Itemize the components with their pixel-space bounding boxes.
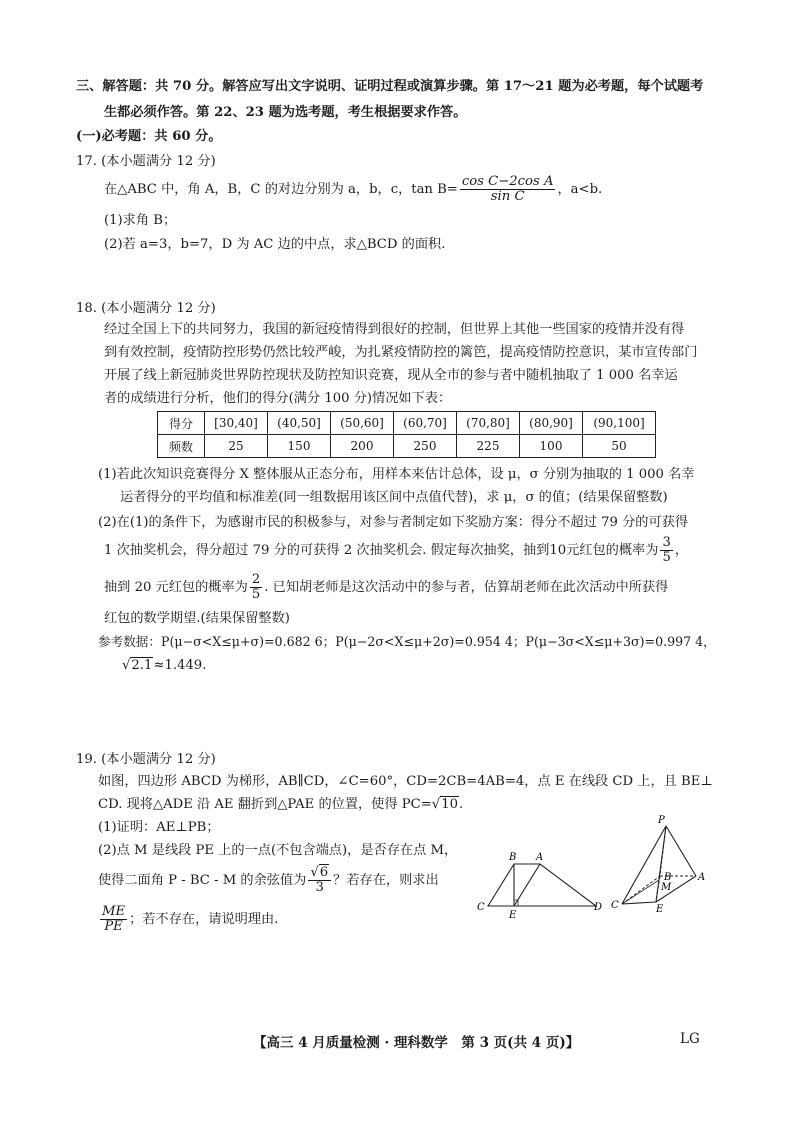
edge-ce xyxy=(622,902,656,904)
label-c: C xyxy=(477,902,485,913)
label-p: P xyxy=(658,815,665,826)
q17-heading: 17. (本小题满分 12 分) xyxy=(76,154,216,169)
q19-text-line2-a: CD. 现将△ADE 沿 AE 翻折到△PAE 的位置，使得 PC= xyxy=(98,797,432,812)
q18-part2-line4: 红包的数学期望.(结果保留整数) xyxy=(104,611,290,626)
table-cell-count: 225 xyxy=(457,435,520,458)
q18-reference-data: 参考数据：P(μ−σ<X≤μ+σ)=0.682 6；P(μ−2σ<X≤μ+2σ)=0.954 4；P(μ−3σ<X≤μ+3σ)=0.997 4， xyxy=(98,634,716,649)
edge-pb xyxy=(660,826,666,876)
q17-frac-numerator: cos C−2cos A xyxy=(461,174,554,189)
table-cell-count: 50 xyxy=(583,435,656,458)
table-cell-label: 得分 xyxy=(158,412,205,435)
part-one-heading: (一)必考题：共 60 分。 xyxy=(76,129,222,144)
q19-part2-line3-end: ；若不存在，请说明理由. xyxy=(129,912,279,927)
q18-text-line2: 到有效控制，疫情防控形势仍然比较严峻，为扎紧疫情防控的篱笆，提高疫情防控意识，某市宣传部门 xyxy=(104,345,698,360)
q17-stem-end: ，a<b. xyxy=(557,182,603,197)
q17-stem-text: 在△ABC 中，角 A，B，C 的对边分别为 a，b，c，tan B= xyxy=(104,182,458,197)
table-cell-count: 150 xyxy=(268,435,331,458)
q17-frac-denominator: sin C xyxy=(490,189,525,204)
table-cell-count: 200 xyxy=(331,435,394,458)
table-cell-interval: (40,50] xyxy=(268,412,331,435)
label-e: E xyxy=(656,904,664,915)
q19-pc-radicand: 10 xyxy=(441,797,458,812)
q18-sqrt-approx: ≈1.449. xyxy=(153,658,207,673)
q18-text-line1: 经过全国上下的共同努力，我国的新冠疫情得到很好的控制，但世界上其他一些国家的疫情并没有得 xyxy=(104,322,685,337)
label-b: B xyxy=(664,872,672,883)
q18-heading: 18. (本小题满分 12 分) xyxy=(76,301,216,316)
q19-text-line2: CD. 现将△ADE 沿 AE 翻折到△PAE 的位置，使得 PC=√10. xyxy=(98,797,464,812)
q19-ratio-den: PE xyxy=(104,919,123,934)
table-cell-interval: [30,40] xyxy=(205,412,268,435)
label-m: M xyxy=(661,882,672,893)
q17-tanb-fraction xyxy=(460,175,556,204)
q19-part2-line1: (2)点 M 是线段 PE 上的一点(不包含端点)，是否存在点 M， xyxy=(98,843,458,858)
q18-part1-line1: (1)若此次知识竞赛得分 X 整体服从正态分布，用样本来估计总体，设 μ，σ 分别为抽取的 1 000 名幸 xyxy=(98,467,695,482)
q19-part2-line2-end: ？若存在，则求出 xyxy=(333,873,439,888)
edge-cb xyxy=(622,876,660,904)
q17-part1: (1)求角 B； xyxy=(104,213,177,228)
q18-part2-line3-text: 抽到 20 元红包的概率为 xyxy=(104,580,248,595)
table-cell-interval: (50,60] xyxy=(331,412,394,435)
trapezoid-figure xyxy=(474,848,604,920)
q18-part2-line1: (2)在(1)的条件下，为感谢市民的积极参与，对参与者制定如下奖励方案：得分不超过 79 分的可获得 xyxy=(98,515,689,530)
q19-cosine-num: √6 xyxy=(308,866,331,881)
q18-prob-20yuan-den: 5 xyxy=(251,587,261,602)
q19-part1: (1)证明：AE⊥PB； xyxy=(98,820,220,835)
q17-part2: (2)若 a=3，b=7，D 为 AC 边的中点，求△BCD 的面积. xyxy=(104,237,446,252)
label-c: C xyxy=(611,900,619,911)
q19-part2-line2 xyxy=(98,863,439,899)
q19-text-line1: 如图，四边形 ABCD 为梯形，AB∥CD，∠C=60°，CD=2CB=4AB=4，点 E 在线段 CD 上，且 BE⊥ xyxy=(98,774,713,789)
edge-pa xyxy=(666,826,696,876)
q18-prob-10yuan xyxy=(660,536,672,565)
q18-prob-10yuan-den: 5 xyxy=(662,550,671,565)
pyramid-figure xyxy=(608,812,708,916)
q19-cosine-den: 3 xyxy=(315,880,324,895)
q19-cosine-fraction xyxy=(308,866,331,895)
table-row-scores xyxy=(158,412,656,435)
trapezoid-outline xyxy=(488,864,596,906)
q19-ratio-fraction xyxy=(100,905,127,934)
q18-part2-line2-text: 1 次抽奖机会，得分超过 79 分的可获得 2 次抽奖机会. 假定每次抽奖，抽到10元红包的概率为 xyxy=(104,543,659,558)
q19-cosine-radicand: 6 xyxy=(319,865,329,880)
q19-text-line2-b: . xyxy=(458,797,464,812)
q18-part2-line2 xyxy=(104,533,688,569)
q18-prob-20yuan xyxy=(250,573,262,602)
q18-prob-20yuan-num: 2 xyxy=(251,572,261,587)
segment-cm xyxy=(622,880,659,904)
q18-reference-sqrt: √2.1≈1.449. xyxy=(122,658,207,673)
q18-part1-line2: 运者得分的平均值和标准差(同一组数据用该区间中点值代替)，求 μ，σ 的值；(结果保留整数) xyxy=(120,490,668,505)
table-cell-interval: (90,100] xyxy=(583,412,656,435)
table-cell-count: 250 xyxy=(394,435,457,458)
table-cell-interval: (60,70] xyxy=(394,412,457,435)
q17-stem xyxy=(104,172,602,208)
label-d: D xyxy=(594,902,603,913)
label-b: B xyxy=(509,852,517,863)
table-cell-count: 25 xyxy=(205,435,268,458)
q19-heading: 19. (本小题满分 12 分) xyxy=(76,752,216,767)
section-title-line1: 三、解答题：共 70 分。解答应写出文字说明、证明过程或演算步骤。第 17～21 题为必考题，每个试题考 xyxy=(76,79,704,94)
section-title-line2: 生都必须作答。第 22、23 题为选考题，考生根据要求作答。 xyxy=(104,105,467,120)
edge-pc xyxy=(622,826,666,904)
q18-text-line3: 开展了线上新冠肺炎世界防控现状及防控知识竞赛，现从全市的参与者中随机抽取了 1 000 名幸运 xyxy=(104,368,678,383)
q18-sqrt-radicand: 2.1 xyxy=(131,658,153,673)
table-cell-interval: (70,80] xyxy=(457,412,520,435)
label-a: A xyxy=(698,872,706,883)
table-row-counts xyxy=(158,435,656,458)
q18-part2-line2-end: ， xyxy=(674,543,689,558)
q19-part2-line2-text: 使得二面角 P - BC - M 的余弦值为 xyxy=(98,873,307,888)
table-cell-count: 100 xyxy=(520,435,583,458)
q18-part2-line3-end: . 已知胡老师是这次活动中的参与者，估算胡老师在此次活动中所获得 xyxy=(264,580,669,595)
q19-part2-line3 xyxy=(98,902,278,938)
q18-text-line4: 者的成绩进行分析，他们的得分(满分 100 分)情况如下表： xyxy=(104,391,452,406)
q18-prob-10yuan-num: 3 xyxy=(662,535,671,550)
q18-part2-line3 xyxy=(104,570,668,606)
table-cell-interval: (80,90] xyxy=(520,412,583,435)
label-e: E xyxy=(509,910,517,920)
score-frequency-table xyxy=(157,411,656,458)
q19-ratio-num: ME xyxy=(102,904,126,919)
page-footer: 【高三 4 月质量检测 · 理科数学 第 3 页(共 4 页)】 xyxy=(253,1035,580,1051)
corner-mark: LG xyxy=(680,1031,700,1047)
table-cell-label: 频数 xyxy=(158,435,205,458)
label-a: A xyxy=(536,852,544,863)
